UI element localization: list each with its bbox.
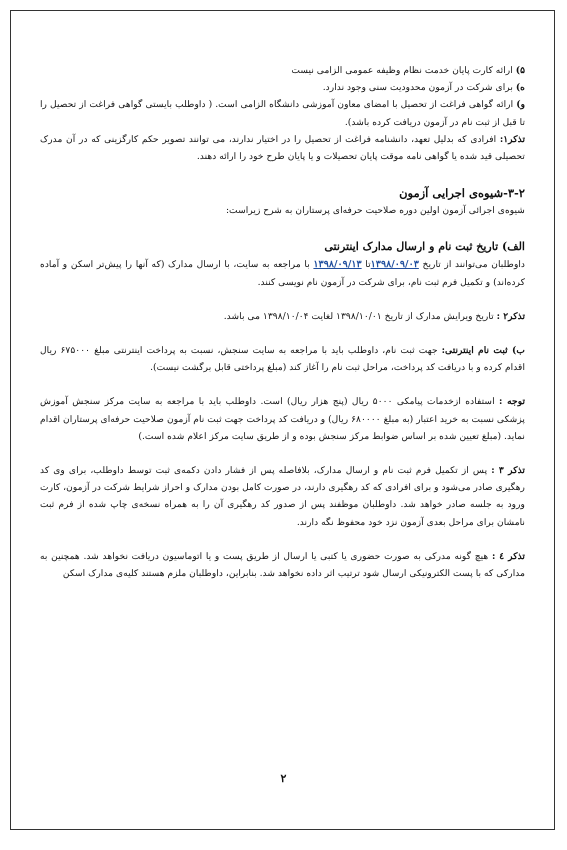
- tip-1: تذکر۱: افرادی که بدلیل تعهد، دانشنامه فراغت از تحصیل را در اختیار ندارند، می توانند تصویر حکم کارگزینی که در آن مدرک تحصیلی قید شده یا گواهی نامه موقت پایان تحصیلات و یا پایان طرح خود را ارائه دهند.: [40, 133, 525, 163]
- note-4: تذکر ٤ : هیچ گونه مدرکی به صورت حضوری یا کتبی یا ارسال از طریق پست و یا اتوماسیون دریافت نخواهد شد. همچنین به مدارکی که با پست الکترونیکی ارسال شود ترتیب اثر داده نخواهد شد. بنابراین، داوطلبان ملزم هستند کلیه‌ی مدارک اسکن: [40, 550, 525, 580]
- subsection-b: ب) ثبت نام اینترنتی: جهت ثبت نام، داوطلب باید با مراجعه به سایت سنجش، نسبت به پرداخت اینترنتی مبلغ ۶۷۵۰۰۰ ریال اقدام کرده و با دریافت کد پرداخت، مراحل ثبت نام را آغاز کند (مبلغ پرداختی قابل برگشت نیست).: [40, 345, 526, 374]
- attention-note: توجه : استفاده ازخدمات پیامکی ۵۰۰۰ ریال (پنج هزار ریال) است. داوطلب باید با مراجعه به سایت مرکز سنجش آموزش پزشکی نسبت به خرید اعتبار (به مبلغ ۶۸۰۰۰۰ ریال) و دریافت کد پرداخت جهت ثبت نام آزمون صلاحیت حرفه‌ای پرستاران اقدام نماید. (مبلغ تعیین شده بر اساس ضوابط مرکز سنجش بوده و از طریق سایت مرکز اعلام شده است.): [40, 396, 525, 442]
- date-to: ۱۳۹۸/۰۹/۱۳: [313, 259, 362, 271]
- section-heading: ۳-۲-شیوه‌ی اجرایی آزمون: [399, 186, 525, 201]
- section-intro: شیوه‌ی اجرائی آزمون اولین دوره صلاحیت حرفه‌ای پرستاران به شرح زیراست:: [225, 205, 525, 217]
- note-5a: ۵) ارائه کارت پایان خدمت نظام وظیفه عمومی الزامی نیست: [291, 65, 525, 76]
- subsection-a-heading: الف) تاریخ ثبت نام و ارسال مدارک اینترنتی: [324, 240, 525, 254]
- date-from: ۱۳۹۸/۰۹/۰۳: [370, 259, 419, 271]
- note-2: تذکر۲ : تاریخ ویرایش مدارک از تاریخ ۱۳۹۸/۱۰/۰۱ لغایت ۱۳۹۸/۱۰/۰۴ می باشد.: [223, 310, 525, 322]
- subsection-a-text: داوطلبان می‌توانند از تاریخ ۱۳۹۸/۰۹/۰۳تا ۱۳۹۸/۰۹/۱۳ با مراجعه به سایت، با ارسال مدارک (که آنها را پیش‌تر اسکن و آماده کرده‌اند) و تکمیل فرم ثبت نام، برای شرکت در آزمون نام نویسی کنند.: [40, 259, 526, 288]
- page-number: ۲: [280, 772, 287, 785]
- note-3: تذکر ۳ : پس از تکمیل فرم ثبت نام و ارسال مدارک، بلافاصله پس از فشار دادن دکمه‌ی ثبت توسط داوطلب، برای وی کد رهگیری صادر می‌شود و برای افرادی که کد رهگیری دارند، در صورت کامل بودن مدارک و احراز شرایط شرکت در آزمون، کارت ورود به جلسه صادر خواهد شد. داوطلبان موظفند پس از صدور کد رهگیری آن را به همراه نسخه‌ی چاپ شده از فرم ثبت نامشان برای مراحل بعدی آزمون نزد خود محفوظ نگه دارند.: [40, 465, 525, 528]
- note-5b: ه) برای شرکت در آزمون محدودیت سنی وجود ندارد.: [322, 82, 525, 94]
- note-6: و) ارائه گواهی فراغت از تحصیل با امضای معاون آموزشی دانشگاه الزامی است. ( داوطلب بایستی گواهی فراغت از تحصیل را تا قبل از ثبت نام در آزمون دریافت کرده باشد).: [40, 99, 526, 128]
- document-body: [40, 62, 525, 582]
